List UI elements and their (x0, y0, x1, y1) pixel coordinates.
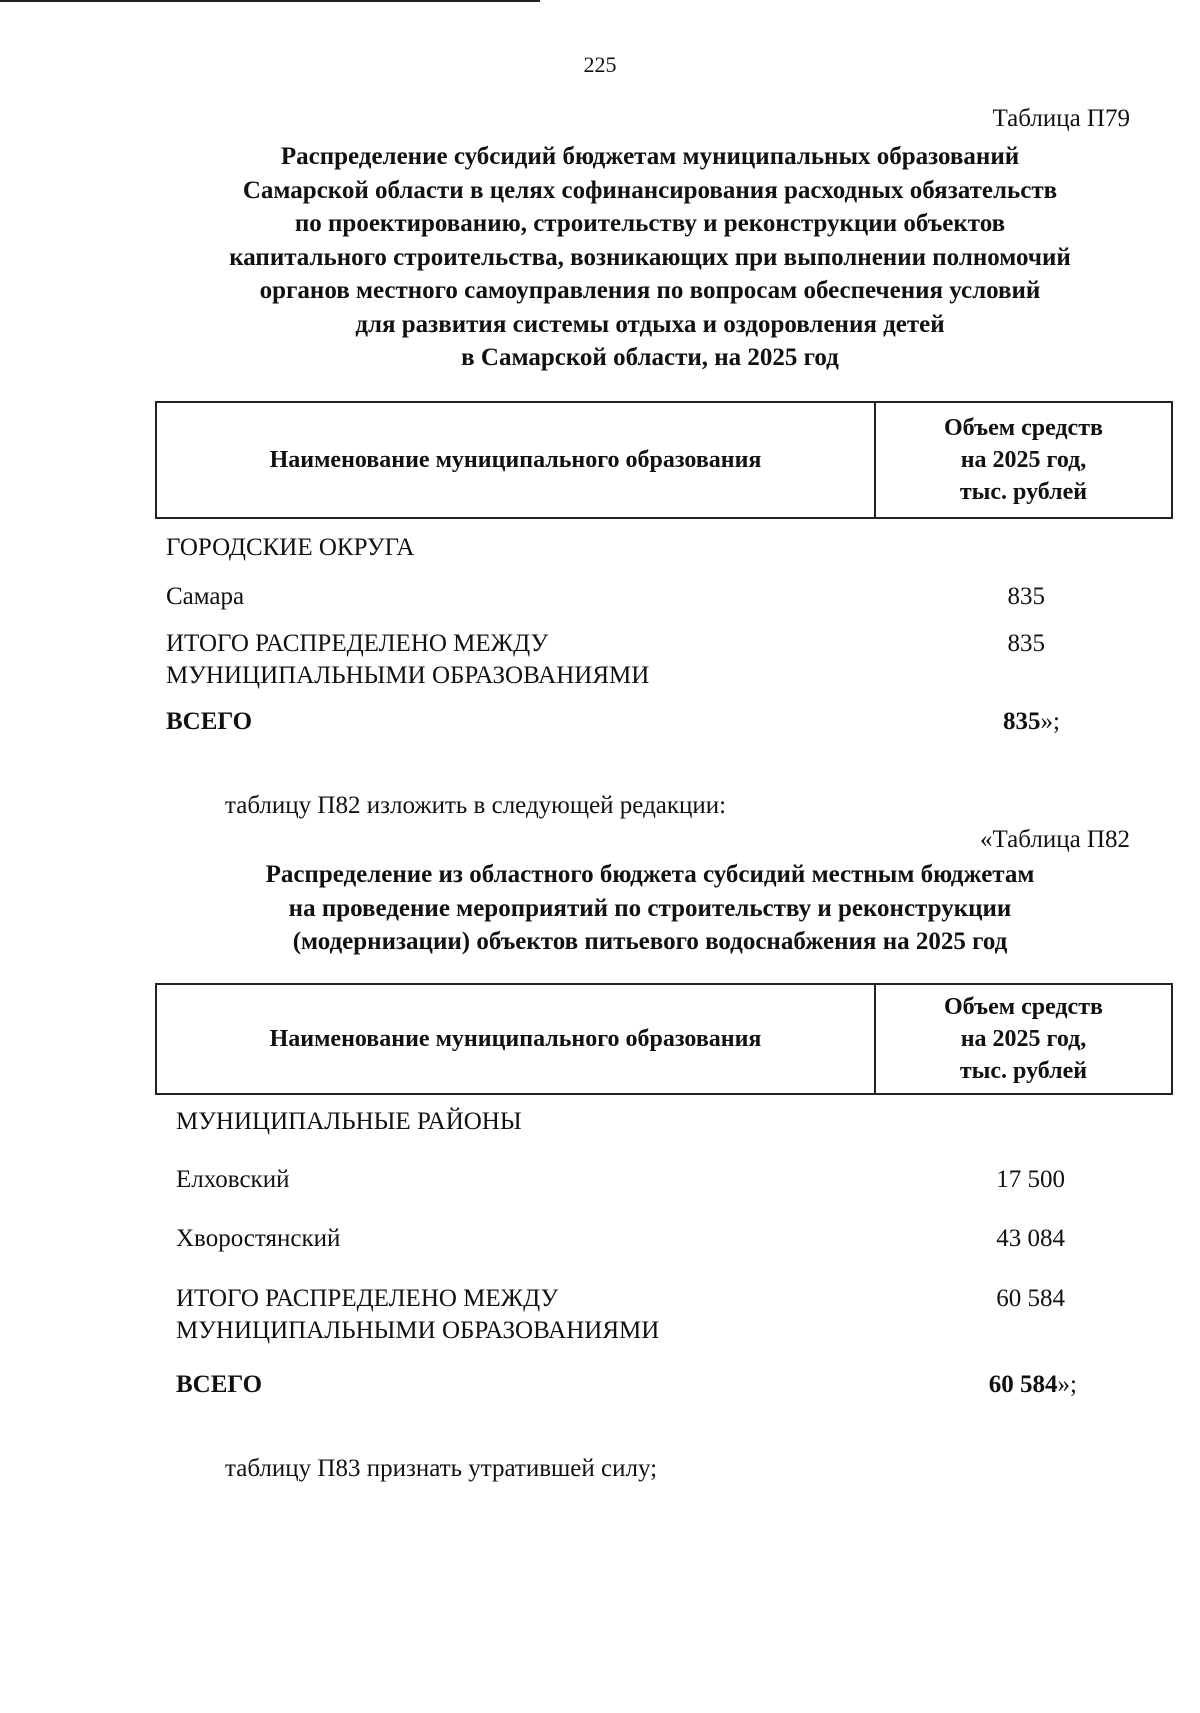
table1-row-value: 835 (1007, 583, 1045, 610)
table2-subtotal-line: МУНИЦИПАЛЬНЫМИ ОБРАЗОВАНИЯМИ (176, 1317, 660, 1344)
table2-header-name: Наименование муниципального образования (157, 985, 876, 1093)
paragraph-table-p82-instruction: таблицу П82 изложить в следующей редакции: (225, 792, 727, 819)
table2-row-name: Елховский (176, 1166, 290, 1193)
table1-title-line: в Самарской области, на 2025 год (461, 344, 839, 371)
table1-header (155, 401, 1173, 519)
table1-total-value (1003, 706, 1060, 738)
table2-title-line: на проведение мероприятий по строительству и реконструкции (288, 894, 1012, 922)
table1-subtotal-value: 835 (1007, 630, 1045, 657)
table1-total-label: ВСЕГО (166, 708, 253, 735)
table1-subtotal-line: МУНИЦИПАЛЬНЫМИ ОБРАЗОВАНИЯМИ (166, 662, 650, 689)
table2-header (155, 983, 1173, 1095)
table1-header-amount (876, 403, 1171, 517)
table2-title (150, 858, 1150, 959)
table1-title (150, 140, 1150, 375)
table1-subtotal-label (166, 628, 649, 692)
table2-title-line: Распределение из областного бюджета субсидий местным бюджетам (265, 861, 1035, 888)
table1-title-line: Распределение субсидий бюджетам муниципальных образований (280, 143, 1020, 170)
table1-label: Таблица П79 (992, 105, 1130, 132)
paragraph-table-p83-repeal: таблицу П83 признать утратившей силу; (225, 1455, 658, 1482)
scan-top-rule (0, 0, 540, 2)
table1-title-line: для развития системы отдыха и оздоровления детей (355, 310, 945, 338)
table2-subtotal-label (176, 1283, 659, 1347)
table1-header-name: Наименование муниципального образования (157, 403, 876, 517)
table2-row-value: 17 500 (996, 1166, 1065, 1193)
table2-header-amount-line: на 2025 год, (960, 1026, 1087, 1052)
table1-title-line: по проектированию, строительству и реконструкции объектов (294, 210, 1006, 237)
table1-group-label: ГОРОДСКИЕ ОКРУГА (166, 534, 415, 561)
table1-header-amount-line: Объем средств (944, 415, 1103, 441)
table1-subtotal-line: ИТОГО РАСПРЕДЕЛЕНО МЕЖДУ (166, 630, 549, 657)
table2-total-label: ВСЕГО (176, 1371, 263, 1398)
table2-total-suffix: »; (1057, 1371, 1077, 1398)
table2-header-amount (876, 985, 1171, 1093)
table2-row-value: 43 084 (996, 1225, 1065, 1252)
table2-header-amount-line: Объем средств (944, 994, 1103, 1020)
table1-header-amount-line: на 2025 год, (960, 447, 1087, 473)
table2-total-number: 60 584 (988, 1371, 1058, 1398)
table1-total-number: 835 (1003, 708, 1041, 735)
table1-total-suffix: »; (1040, 708, 1060, 735)
table2-subtotal-value: 60 584 (996, 1285, 1065, 1312)
table1-title-line: органов местного самоуправления по вопросам обеспечения условий (259, 277, 1041, 304)
table2-total-value (989, 1369, 1077, 1401)
page-number (0, 52, 1200, 78)
table1-title-line: капитального строительства, возникающих при выполнении полномочий (229, 243, 1071, 271)
table2-subtotal-line: ИТОГО РАСПРЕДЕЛЕНО МЕЖДУ (176, 1285, 559, 1312)
table1-row-name: Самара (166, 583, 245, 610)
table2-title-line: (модернизации) объектов питьевого водоснабжения на 2025 год (292, 928, 1008, 955)
table2-label: «Таблица П82 (980, 826, 1130, 853)
table1-header-amount-line: тыс. рублей (959, 479, 1088, 505)
table2-row-name: Хворостянский (176, 1225, 341, 1252)
page-number-text: 225 (583, 52, 617, 77)
table2-header-amount-line: тыс. рублей (959, 1058, 1088, 1084)
table2-group-label: МУНИЦИПАЛЬНЫЕ РАЙОНЫ (176, 1108, 522, 1135)
table1-title-line: Самарской области в целях софинансирования расходных обязательств (242, 176, 1058, 204)
